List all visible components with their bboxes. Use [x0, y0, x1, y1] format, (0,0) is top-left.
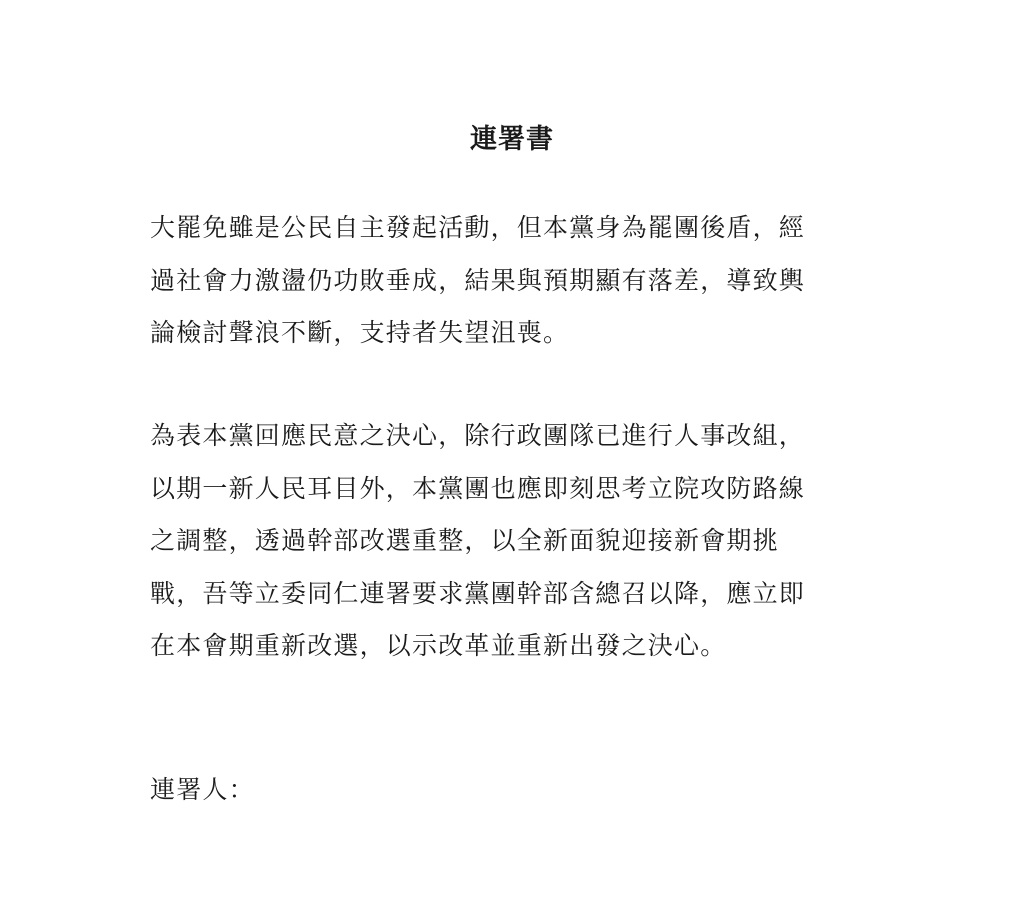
- paragraph-1: [150, 202, 870, 360]
- paragraph-1-line-3: 論檢討聲浪不斷，支持者失望沮喪。: [150, 318, 570, 347]
- paragraph-2-line-5: 在本會期重新改選，以示改革並重新出發之決心。: [150, 631, 727, 660]
- paragraph-2-line-1: 為表本黨回應民意之決心，除行政團隊已進行人事改組，: [150, 421, 806, 450]
- paragraph-2: [150, 410, 870, 673]
- paragraph-2-line-4: 戰，吾等立委同仁連署要求黨團幹部含總召以降，應立即: [150, 578, 806, 608]
- signers-label: 連署人：: [150, 775, 255, 804]
- paragraph-2-line-2: 以期一新人民耳目外，本黨團也應即刻思考立院攻防路線: [150, 473, 806, 503]
- paragraph-2-line-3: 之調整，透過幹部改選重整，以全新面貌迎接新會期挑: [150, 526, 779, 555]
- document-title: 連署書: [470, 124, 554, 155]
- paragraph-1-line-1: 大罷免雖是公民自主發起活動，但本黨身為罷團後盾，經: [150, 213, 806, 242]
- paragraph-1-line-2: 過社會力激盪仍功敗垂成，結果與預期顯有落差，導致輿: [150, 265, 806, 295]
